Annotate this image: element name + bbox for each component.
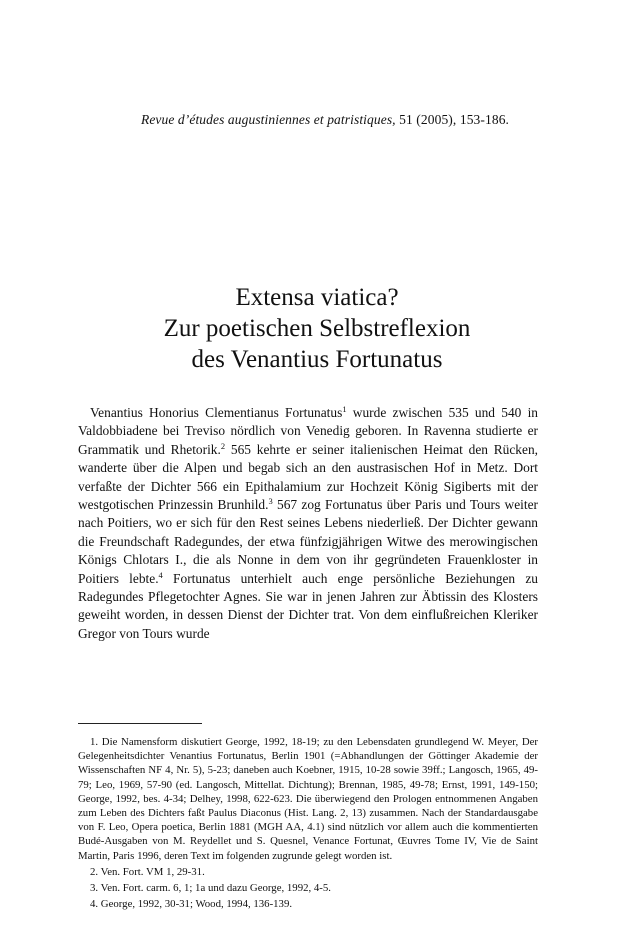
footnote-1: 1. Die Namensform diskutiert George, 1992, 18-19; zu den Lebensdaten grundlegend W. Meyer, Der Gelegenheitsdichter Venantius Fortunatus, Berlin 1901 (=Abhandlungen der Göttinger Akademie der Wissenschaften NF 4, Nr. 5), 5-23; daneben auch Koebner, 1915, 10-28 sowie 39ff.; Langosch, 1965, 49-79; Leo, 1969, 57-90 (ed. Langosch, Mittellat. Dichtung); Brennan, 1985, 49-78; Ernst, 1991, 149-150; George, 1992, bes. 4-34; Delhey, 1998, 622-623. Die überwiegend den Prologen entnommenen Angaben zum Leben des Dichters faßt Paulus Diaconus (Hist. Lang. 2, 13) zusammen. Nach der Standardausgabe von F. Leo, Opera poetica, Berlin 1881 (MGH AA, 4.1) sind nützlich vor allem auch die kommentierten Budé-Ausgaben von M. Reydellet und S. Quesnel, Venance Fortunat, Œuvres Tome IV, Vie de Saint Martin, Paris 1996, deren Text im folgenden zugrunde gelegt worden ist. bbox=[78, 736, 538, 862]
footnote-ref-2: 2 bbox=[220, 440, 226, 451]
body-text-3: 565 kehrte er seiner italienischen Heimat den Rücken, wanderte über die Alpen und begab sich an den austrasischen Hof in Metz. Dort verfaßte der Dichter 566 ein Epithalamium zur Hochzeit König Sigiberts mit der westgotischen Prinzessin Brunhild. bbox=[78, 441, 538, 513]
running-header bbox=[0, 112, 624, 128]
body-text-5: Fortunatus unterhielt auch enge persönliche Beziehungen zu Radegundes Pflegetochter Agnes. Sie war in jenen Jahren zur Äbtissin des Klosters geweiht worden, in dessen Dienst der Dichter trat. Von dem einflußreichen Kleriker Gregor von Tours wurde bbox=[78, 570, 538, 641]
article-title bbox=[0, 282, 624, 375]
title-line-2: Zur poetischen Selbstreflexion bbox=[163, 315, 471, 342]
body-paragraph bbox=[78, 404, 538, 643]
body-text-4: 567 zog Fortunatus über Paris und Tours weiter nach Poitiers, wo er sich für den Rest seines Lebens niederließ. Der Dichter gewann die Freundschaft Radegundes, der etwa fünfzigjährigen Witwe des merowingischen Königs Chlotars I., die als Nonne in dem von ihr gegründeten Frauenkloster in Poitiers lebte. bbox=[78, 497, 538, 586]
footnote-ref-4: 4 bbox=[158, 569, 163, 580]
footnote-divider bbox=[78, 723, 202, 724]
journal-name: Revue d’études augustiniennes et patristiques, bbox=[140, 112, 396, 127]
footnote-4: 4. George, 1992, 30-31; Wood, 1994, 136-139. bbox=[90, 898, 293, 911]
footnote-ref-1: 1 bbox=[342, 404, 347, 414]
body-text-1: Venantius Honorius Clementianus Fortunatus bbox=[90, 405, 343, 420]
footnote-2: 2. Ven. Fort. VM 1, 29-31. bbox=[90, 865, 205, 878]
footnote-ref-3: 3 bbox=[268, 496, 273, 507]
title-line-1: Extensa viatica? bbox=[235, 284, 399, 311]
footnotes bbox=[78, 735, 538, 913]
journal-citation: 51 (2005), 153-186. bbox=[395, 112, 510, 127]
body-text-2: wurde zwischen 535 und 540 in Valdobbiadene bei Treviso nördlich von Venedig geboren. In Ravenna studierte er Grammatik und Rhetorik. bbox=[78, 405, 538, 457]
title-line-3: des Venantius Fortunatus bbox=[191, 346, 443, 373]
footnote-3: 3. Ven. Fort. carm. 6, 1; 1a und dazu George, 1992, 4-5. bbox=[90, 882, 331, 895]
